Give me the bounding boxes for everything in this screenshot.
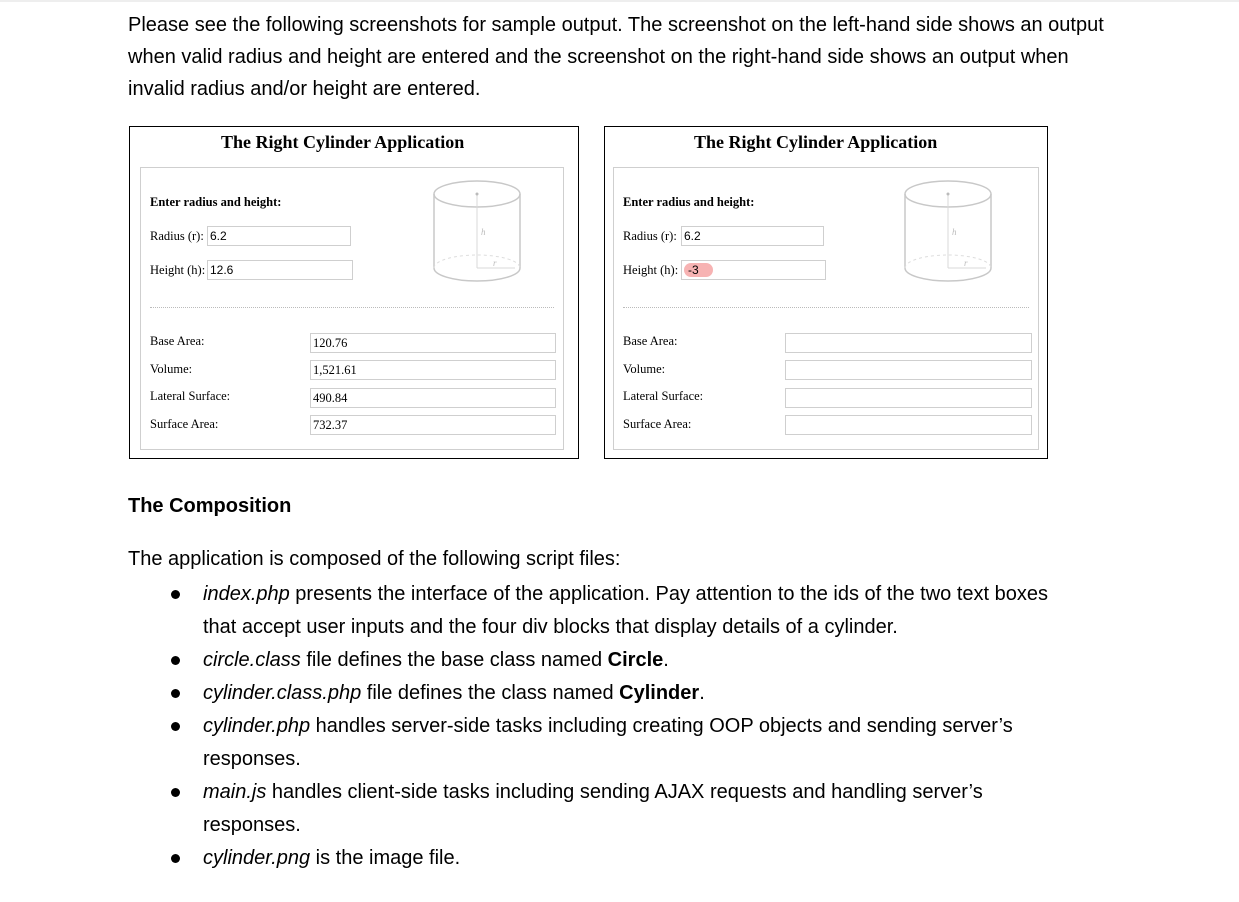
divider [150, 307, 554, 308]
base-area-label: Base Area: [150, 334, 205, 348]
top-rule [0, 0, 1239, 2]
surface-area-output: 732.37 [310, 415, 556, 435]
radius-input[interactable]: 6.2 [207, 226, 351, 246]
radius-label: Radius (r): [623, 229, 677, 243]
cylinder-image [902, 178, 994, 284]
surface-area-label: Surface Area: [623, 417, 692, 431]
class-name: Cylinder [619, 682, 700, 704]
file-name: cylinder.class.php [203, 682, 362, 704]
cylinder-image [431, 178, 523, 284]
bullet-icon [171, 689, 180, 698]
class-name: Circle [607, 649, 664, 671]
screenshot-valid-output [129, 126, 579, 459]
height-input[interactable] [681, 260, 826, 280]
file-name: circle.class [203, 649, 301, 671]
item-text: handles server-side tasks including creating OOP objects and sending server’s responses. [203, 715, 1013, 770]
intro-paragraph: Please see the following screenshots for sample output. The screenshot on the left-hand side shows an output when valid radius and height are entered and the screenshot on the right-hand side shows an output when invalid radius and/or height are entered. [128, 14, 1104, 100]
height-label: Height (h): [623, 263, 679, 277]
lateral-surface-label: Lateral Surface: [150, 389, 231, 403]
file-name: cylinder.php [203, 715, 311, 737]
item-text: file defines the base class named [300, 649, 608, 671]
bullet-icon [171, 590, 180, 599]
item-text: presents the interface of the application. Pay attention to the ids of the two text boxes that accept user inputs and the four div blocks that display details of a cylinder. [203, 583, 1048, 638]
invalid-height-value: -3 [684, 263, 713, 277]
bullet-icon [171, 854, 180, 863]
input-prompt: Enter radius and height: [623, 195, 755, 209]
item-text-end: . [699, 682, 705, 704]
section-lead: The application is composed of the following script files: [128, 548, 621, 570]
surface-area-output [785, 415, 1032, 435]
bullet-icon [171, 722, 180, 731]
radius-label: Radius (r): [150, 229, 204, 243]
surface-area-label: Surface Area: [150, 417, 219, 431]
file-name: index.php [203, 583, 290, 605]
file-name: main.js [203, 781, 267, 803]
height-label: Height (h): [150, 263, 206, 277]
divider [623, 307, 1029, 308]
section-title: The Composition [128, 495, 292, 517]
cylinder-h-label: h [481, 227, 486, 237]
volume-label: Volume: [623, 362, 666, 376]
lateral-surface-label: Lateral Surface: [623, 389, 704, 403]
lateral-surface-output [785, 388, 1032, 408]
base-area-output [785, 333, 1032, 353]
volume-output: 1,521.61 [310, 360, 556, 380]
app-panel [140, 167, 564, 450]
cylinder-h-label: h [952, 227, 957, 237]
item-text: file defines the class named [361, 682, 620, 704]
item-text-end: . [663, 649, 669, 671]
cylinder-r-label: r [493, 258, 497, 268]
radius-input[interactable]: 6.2 [681, 226, 824, 246]
screenshot-invalid-output [604, 126, 1048, 459]
app-title: The Right Cylinder Application [694, 132, 938, 152]
volume-label: Volume: [150, 362, 193, 376]
height-input[interactable]: 12.6 [207, 260, 353, 280]
lateral-surface-output: 490.84 [310, 388, 556, 408]
volume-output [785, 360, 1032, 380]
input-prompt: Enter radius and height: [150, 195, 282, 209]
item-text: handles client-side tasks including sending AJAX requests and handling server’s responses. [203, 781, 983, 836]
bullet-icon [171, 788, 180, 797]
base-area-output: 120.76 [310, 333, 556, 353]
item-text: is the image file. [310, 847, 461, 869]
base-area-label: Base Area: [623, 334, 678, 348]
cylinder-r-label: r [964, 258, 968, 268]
app-title: The Right Cylinder Application [221, 132, 465, 152]
app-panel [613, 167, 1039, 450]
file-name: cylinder.png [203, 847, 311, 869]
bullet-icon [171, 656, 180, 665]
